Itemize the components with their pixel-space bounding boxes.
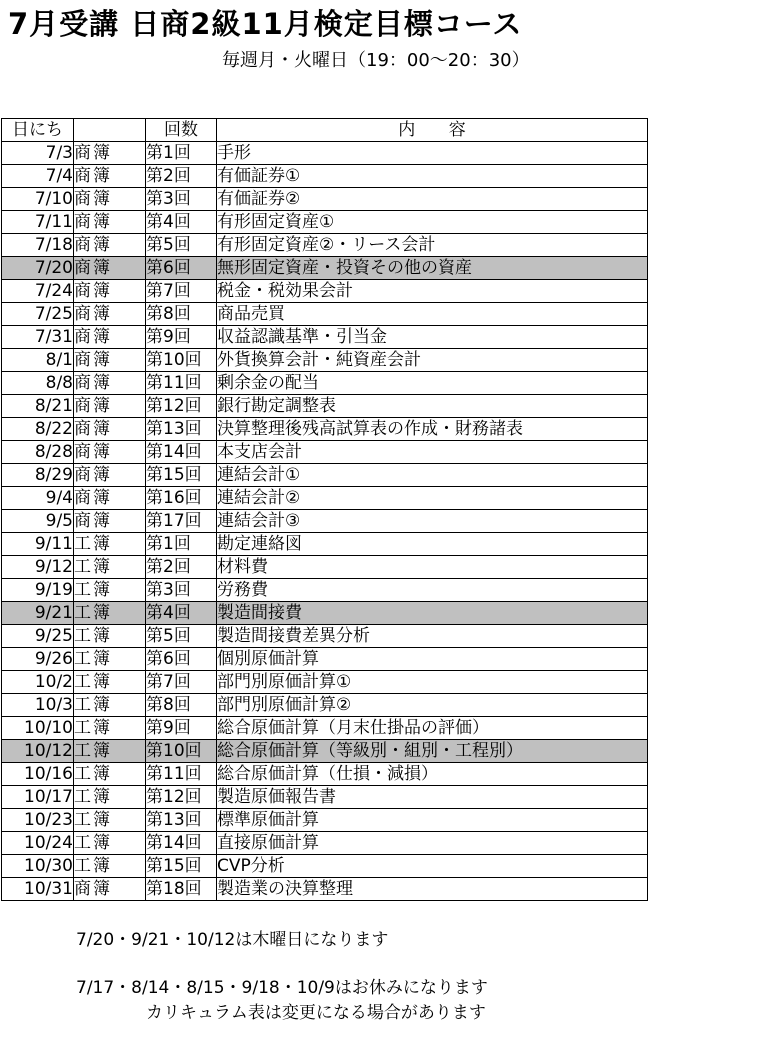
date-cell: 7/25 (2, 303, 74, 326)
column-header-round: 回数 (146, 119, 217, 142)
content-cell: 収益認識基準・引当金 (217, 326, 648, 349)
date-cell: 10/31 (2, 878, 74, 901)
table-row (2, 648, 648, 671)
subject-cell: 商簿 (74, 510, 146, 533)
content-cell: CVP分析 (217, 855, 648, 878)
subject-cell: 商簿 (74, 878, 146, 901)
content-cell: 製造間接費差異分析 (217, 625, 648, 648)
table-row (2, 556, 648, 579)
round-cell: 第12回 (146, 395, 217, 418)
round-cell: 第10回 (146, 349, 217, 372)
table-row (2, 464, 648, 487)
table-row (2, 809, 648, 832)
round-cell: 第15回 (146, 464, 217, 487)
content-cell: 無形固定資産・投資その他の資産 (217, 257, 648, 280)
content-cell: 製造業の決算整理 (217, 878, 648, 901)
date-cell: 10/2 (2, 671, 74, 694)
schedule-table (1, 118, 648, 901)
content-cell: 手形 (217, 142, 648, 165)
round-cell: 第7回 (146, 671, 217, 694)
round-cell: 第6回 (146, 257, 217, 280)
content-cell: 部門別原価計算① (217, 671, 648, 694)
subject-cell: 商簿 (74, 487, 146, 510)
date-cell: 9/5 (2, 510, 74, 533)
round-cell: 第16回 (146, 487, 217, 510)
date-cell: 8/29 (2, 464, 74, 487)
subject-cell: 商簿 (74, 165, 146, 188)
subject-cell: 商簿 (74, 303, 146, 326)
subject-cell: 商簿 (74, 211, 146, 234)
table-row (2, 717, 648, 740)
table-row (2, 878, 648, 901)
table-row (2, 326, 648, 349)
table-row (2, 579, 648, 602)
round-cell: 第2回 (146, 556, 217, 579)
date-cell: 10/17 (2, 786, 74, 809)
content-cell: 連結会計③ (217, 510, 648, 533)
round-cell: 第18回 (146, 878, 217, 901)
subject-cell: 工簿 (74, 579, 146, 602)
date-cell: 7/20 (2, 257, 74, 280)
round-cell: 第13回 (146, 418, 217, 441)
round-cell: 第1回 (146, 533, 217, 556)
table-row (2, 855, 648, 878)
round-cell: 第14回 (146, 832, 217, 855)
column-header-date: 日にち (2, 119, 74, 142)
content-cell: 連結会計① (217, 464, 648, 487)
date-cell: 10/30 (2, 855, 74, 878)
table-row (2, 165, 648, 188)
table-row (2, 671, 648, 694)
table-row (2, 395, 648, 418)
round-cell: 第14回 (146, 441, 217, 464)
date-cell: 10/12 (2, 740, 74, 763)
subject-cell: 工簿 (74, 694, 146, 717)
subject-cell: 工簿 (74, 717, 146, 740)
date-cell: 9/26 (2, 648, 74, 671)
content-cell: 外貨換算会計・純資産会計 (217, 349, 648, 372)
curriculum-note: カリキュラム表は変更になる場合があります (146, 1003, 486, 1023)
round-cell: 第4回 (146, 211, 217, 234)
table-row (2, 303, 648, 326)
round-cell: 第9回 (146, 326, 217, 349)
table-row (2, 763, 648, 786)
subject-cell: 工簿 (74, 855, 146, 878)
date-cell: 9/21 (2, 602, 74, 625)
content-cell: 有形固定資産① (217, 211, 648, 234)
date-cell: 7/4 (2, 165, 74, 188)
date-cell: 8/21 (2, 395, 74, 418)
date-cell: 9/12 (2, 556, 74, 579)
subject-cell: 工簿 (74, 832, 146, 855)
table-row (2, 441, 648, 464)
round-cell: 第3回 (146, 188, 217, 211)
content-cell: 有価証券① (217, 165, 648, 188)
column-header-content: 内 容 (217, 119, 648, 142)
subject-cell: 工簿 (74, 671, 146, 694)
date-cell: 9/25 (2, 625, 74, 648)
content-cell: 製造間接費 (217, 602, 648, 625)
content-cell: 剰余金の配当 (217, 372, 648, 395)
subject-cell: 工簿 (74, 556, 146, 579)
content-cell: 直接原価計算 (217, 832, 648, 855)
table-row (2, 234, 648, 257)
round-cell: 第2回 (146, 165, 217, 188)
table-row (2, 142, 648, 165)
date-cell: 9/11 (2, 533, 74, 556)
round-cell: 第7回 (146, 280, 217, 303)
subject-cell: 商簿 (74, 142, 146, 165)
subject-cell: 商簿 (74, 441, 146, 464)
date-cell: 10/10 (2, 717, 74, 740)
date-cell: 8/22 (2, 418, 74, 441)
date-cell: 9/19 (2, 579, 74, 602)
round-cell: 第13回 (146, 809, 217, 832)
date-cell: 8/1 (2, 349, 74, 372)
content-cell: 税金・税効果会計 (217, 280, 648, 303)
schedule-subtitle: 毎週月・火曜日（19：00～20：30） (222, 50, 530, 71)
subject-cell: 工簿 (74, 740, 146, 763)
subject-cell: 商簿 (74, 280, 146, 303)
content-cell: 材料費 (217, 556, 648, 579)
content-cell: 連結会計② (217, 487, 648, 510)
subject-cell: 工簿 (74, 602, 146, 625)
table-row (2, 533, 648, 556)
table-row (2, 487, 648, 510)
table-row (2, 418, 648, 441)
content-cell: 総合原価計算（等級別・組別・工程別） (217, 740, 648, 763)
table-row (2, 280, 648, 303)
round-cell: 第15回 (146, 855, 217, 878)
table-row (2, 625, 648, 648)
subject-cell: 工簿 (74, 763, 146, 786)
round-cell: 第11回 (146, 763, 217, 786)
content-cell: 総合原価計算（月末仕掛品の評価） (217, 717, 648, 740)
date-cell: 10/24 (2, 832, 74, 855)
round-cell: 第10回 (146, 740, 217, 763)
date-cell: 7/31 (2, 326, 74, 349)
subject-cell: 工簿 (74, 809, 146, 832)
round-cell: 第5回 (146, 625, 217, 648)
content-cell: 銀行勘定調整表 (217, 395, 648, 418)
subject-cell: 商簿 (74, 257, 146, 280)
subject-cell: 商簿 (74, 395, 146, 418)
table-row (2, 510, 648, 533)
schedule-body (2, 142, 648, 901)
subject-cell: 商簿 (74, 188, 146, 211)
date-cell: 10/16 (2, 763, 74, 786)
table-row (2, 694, 648, 717)
date-cell: 9/4 (2, 487, 74, 510)
date-cell: 10/23 (2, 809, 74, 832)
table-row (2, 832, 648, 855)
subject-cell: 商簿 (74, 418, 146, 441)
content-cell: 総合原価計算（仕損・減損） (217, 763, 648, 786)
table-row (2, 786, 648, 809)
date-cell: 7/10 (2, 188, 74, 211)
round-cell: 第11回 (146, 372, 217, 395)
round-cell: 第5回 (146, 234, 217, 257)
round-cell: 第9回 (146, 717, 217, 740)
subject-cell: 工簿 (74, 533, 146, 556)
content-cell: 個別原価計算 (217, 648, 648, 671)
content-cell: 商品売買 (217, 303, 648, 326)
content-cell: 標準原価計算 (217, 809, 648, 832)
content-cell: 有形固定資産②・リース会計 (217, 234, 648, 257)
date-cell: 8/28 (2, 441, 74, 464)
round-cell: 第8回 (146, 303, 217, 326)
table-row (2, 740, 648, 763)
content-cell: 有価証券② (217, 188, 648, 211)
content-cell: 本支店会計 (217, 441, 648, 464)
subject-cell: 工簿 (74, 786, 146, 809)
column-header-subject (74, 119, 146, 142)
round-cell: 第1回 (146, 142, 217, 165)
table-row (2, 211, 648, 234)
thursday-note: 7/20・9/21・10/12は木曜日になります (76, 930, 389, 950)
table-row (2, 602, 648, 625)
content-cell: 製造原価報告書 (217, 786, 648, 809)
subject-cell: 工簿 (74, 648, 146, 671)
date-cell: 7/11 (2, 211, 74, 234)
subject-cell: 商簿 (74, 464, 146, 487)
date-cell: 10/3 (2, 694, 74, 717)
content-cell: 労務費 (217, 579, 648, 602)
round-cell: 第6回 (146, 648, 217, 671)
table-row (2, 372, 648, 395)
holiday-note: 7/17・8/14・8/15・9/18・10/9はお休みになります (76, 978, 488, 998)
content-cell: 決算整理後残高試算表の作成・財務諸表 (217, 418, 648, 441)
date-cell: 7/18 (2, 234, 74, 257)
table-row (2, 349, 648, 372)
subject-cell: 商簿 (74, 234, 146, 257)
table-row (2, 188, 648, 211)
content-cell: 勘定連絡図 (217, 533, 648, 556)
subject-cell: 商簿 (74, 349, 146, 372)
page-title: 7月受講 日商2級11月検定目標コース (8, 7, 523, 41)
date-cell: 7/24 (2, 280, 74, 303)
round-cell: 第4回 (146, 602, 217, 625)
round-cell: 第8回 (146, 694, 217, 717)
round-cell: 第3回 (146, 579, 217, 602)
subject-cell: 工簿 (74, 625, 146, 648)
table-row (2, 257, 648, 280)
content-cell: 部門別原価計算② (217, 694, 648, 717)
round-cell: 第12回 (146, 786, 217, 809)
subject-cell: 商簿 (74, 326, 146, 349)
round-cell: 第17回 (146, 510, 217, 533)
date-cell: 7/3 (2, 142, 74, 165)
date-cell: 8/8 (2, 372, 74, 395)
subject-cell: 商簿 (74, 372, 146, 395)
table-header-row (2, 119, 648, 142)
